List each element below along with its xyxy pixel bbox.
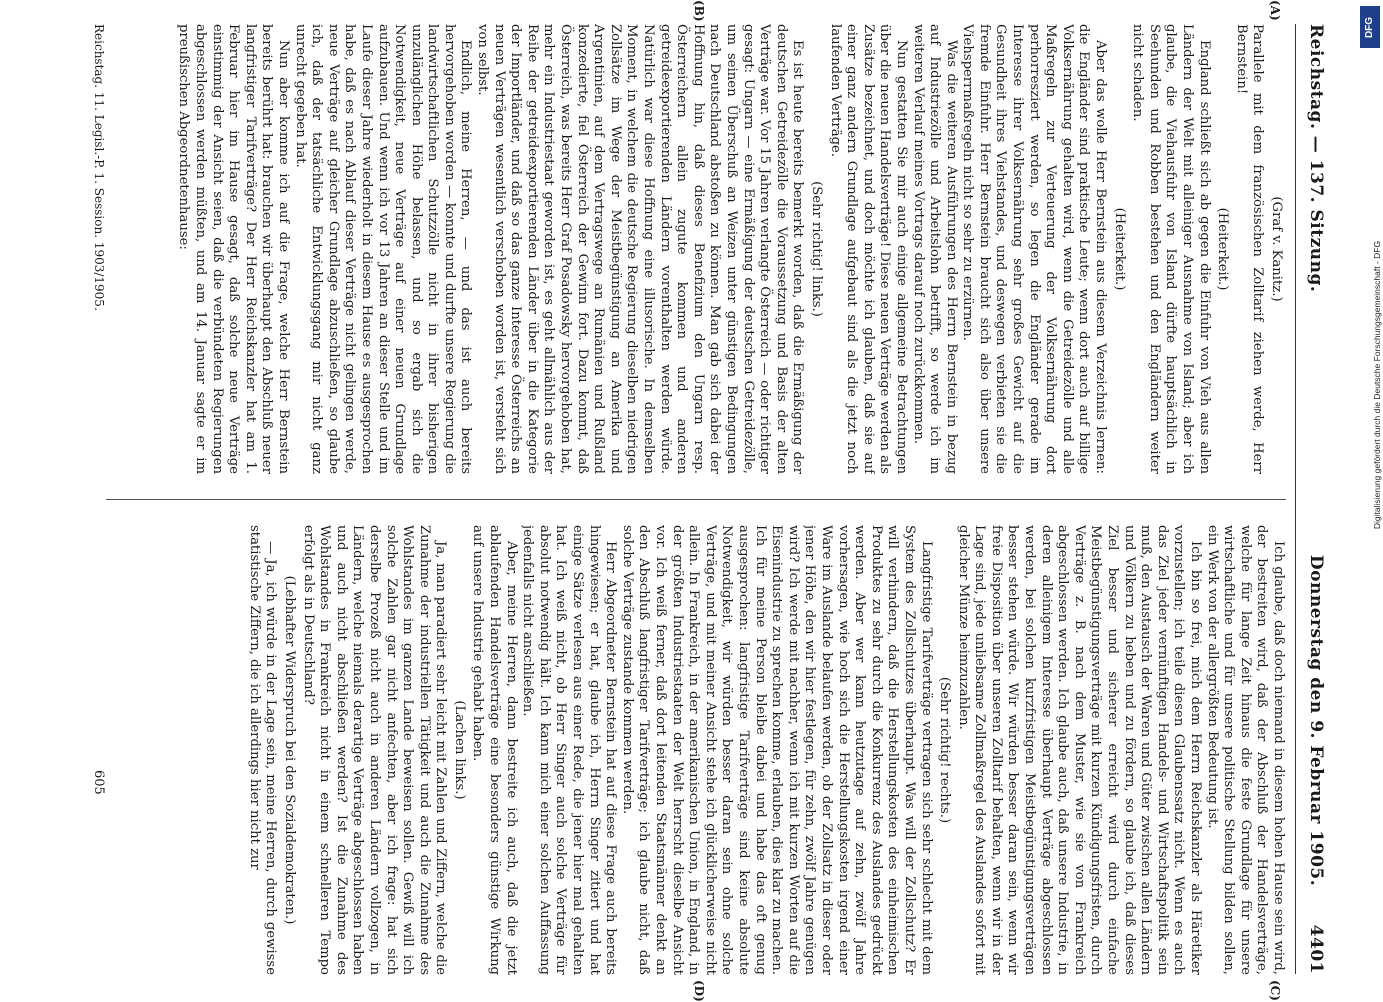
dfg-caption: Digitalisierung gefördert durch die Deutsche Forschungsgemeinschaft - DFG bbox=[1372, 240, 1382, 530]
interjection: (Heiterkeit.) bbox=[1215, 207, 1231, 291]
left-column bbox=[96, 24, 1286, 474]
dfg-strip bbox=[1357, 0, 1383, 1000]
footer-session: Reichstag. 11. Legisl.-P. 1. Session. 1903/1905. bbox=[92, 24, 106, 311]
margin-marker-a: (A) bbox=[1268, 0, 1282, 21]
scanned-page bbox=[56, 0, 1346, 1000]
paragraph: Was die weiteren Ausführungen des Herrn Bernstein in bezug auf Industriezölle und Arbeitslohn betrifft, so werde ich im weiteren Verlauf meines Vortrags darauf noch zurückkommen. bbox=[910, 24, 959, 474]
interjection: (Graf v. Kanitz.) bbox=[1269, 196, 1284, 302]
paragraph: England schließt sich ab gegen die Einfuhr von Vieh aus allen Ländern der Welt mit alleiniger Ausnahme von Island; aber ich glaube, die Viehausfuhr von Island dürfte hauptsächlich in Seehunden und Robben bestehen und den Engländern weiter nicht schaden. bbox=[1130, 24, 1212, 474]
paragraph: Nun gestatten Sie mir auch einige allgemeine Betrachtungen über die neuen Handelsverträge! Diese neuen Verträge werden als Zusätze bezeichnet, und doch möchte ich glauben, daß sie auf einer ganz andern Grundlage aufgebaut sind als die jetzt noch laufenden Verträge. bbox=[827, 24, 909, 474]
margin-marker-d: (D) bbox=[692, 980, 706, 1002]
interjection: (Lachen links.) bbox=[451, 700, 467, 800]
paragraph: Langfristige Tarifverträge vertragen sich sehr schlecht mit dem System des Zollschutzes überhaupt. Was will der Zollschutz? Er will verhindern, daß die Herstellungskosten des einheimischen Produktes zu sehr durch die Konkurrenz des Auslandes gedrückt werden. Aber wer kann heutzutage auf zehn, zwölf Jahre vorhersagen, wie hoch sich die Herstellungskosten irgend einer Ware im Auslande belaufen werden, ob der Zollsatz in dieser oder jener Höhe, den wir hier festlegen, für zehn, zwölf Jahre genügen wird? Ich werde mit nachher, wenn ich mit kurzen Worten auf die Eisenindustrie zu sprechen komme, erlauben, dies klar zu machen. Ich für meine Person bleibe dabei und habe das oft genug ausgesprochen: langfristige Tarifverträge sind keine absolute Notwendigkeit, wir würden besser daran sein ohne solche Verträge, und mit meiner Ansicht stehe ich glücklicherweise nicht allein. In Frankreich, in der amerikanischen Union, in England, in der größten Industriestaaten der Welt herrscht dieselbe Ansicht vor. Ich weiß ferner, daß dort leitenden Staatsmänner denkt an den Abschluß langfristiger Tarifverträge; ich glaube nicht, daß solche Verträge zustande kommen werden. bbox=[619, 525, 934, 975]
margin-marker-c: (C) bbox=[1268, 980, 1282, 1001]
interjection: (Sehr richtig! links.) bbox=[808, 181, 824, 317]
interjection: (Heiterkeit.) bbox=[1111, 207, 1127, 291]
header-left: Reichstag. — 137. Sitzung. bbox=[1306, 24, 1326, 293]
page-header bbox=[1296, 24, 1326, 974]
paragraph: Nun aber komme ich auf die Frage, welche Herr Bernstein bereits berührt hat: brauchen wir überhaupt den Abschluß neuer langfristiger Tarifverträge? Der Herr Reichskanzler hat am 1. Februar hier im Hause gesagt, daß solche neue Verträge einstimmig der Ansicht seien, daß die verbündeten Regierungen abgeschlossen werden müßten, und am 14. Januar sagte er im preußischen Abgeordnetenhause: bbox=[176, 24, 291, 474]
page-number: 4401 bbox=[1306, 924, 1326, 974]
paragraph: Ja, man paradiert sehr leicht mit Zahlen und Ziffern, welche die Zunahme der industriellen Tätigkeit und auch die Zunahme des Wohlstandes im ganzen Lande beweisen sollen. Gewiß will ich solche Zahlen gar nicht anfechten, aber ich frage: hat sich derselbe Prozeß nicht auch in anderen Ländern vollzogen, in Ländern, welche niemals derartige Verträge abgeschlossen haben und auch nicht abschließen werden? Ist die Zunahme des Wohlstandes in Frankreich nicht in einem schnelleren Tempo erfolgt als in Deutschland? bbox=[300, 525, 449, 975]
paragraph: Aber das wolle Herr Bernstein aus diesem Verzeichnis lernen: die Engländer sind praktische Leute; wenn dort auch auf billige Volksernährung gehalten wird, wenn die Getreidezölle und alle Maßregeln zur Verteuerung der Volksernährung dort perhorresziert werden, so legen die Engländer gerade im Interesse ihrer Volksernährung sehr großes Gewicht auf die Gesundheit ihres Viehstandes, und deswegen verbieten sie die fremde Einfuhr. Herr Bernstein braucht sich also über unsere Viehsperrmaßregeln nicht so sehr zu erzürnen. bbox=[960, 24, 1109, 474]
footer-page-mark: 605 bbox=[91, 770, 106, 795]
interjection: (Sehr richtig! rechts.) bbox=[937, 676, 953, 824]
paragraph: Ich glaube, daß doch niemand in diesem hohen Hause sein wird, der bestreiten wird, daß der Abschluß der Handelsverträge, welche für lange Zeit hinaus die feste Grundlage für unsere wirtschaftliche und für unsere politische Stellung bilden sollen, ein Werk von der allergrößten Bedeutung ist. bbox=[1204, 525, 1286, 975]
paragraph: Ich bin so frei, mich dem Herrn Reichskanzler als Häretiker vorzustellen; ich teile diesen Glaubenssatz nicht. Wenn es auch das Ziel jeder vernünftigen Handels- und Wirtschaftspolitik sein muß, den Austausch der Waren und Güter zwischen allen Ländern und Völkern zu heben und zu fördern, so glaube ich, daß dieses Ziel besser und sicherer erreicht wird durch einfache Meistbegünstigungsverträge mit kurzen Kündigungsfristen, durch Verträge z. B. nach dem Muster, wie sie von Frankreich abgeschlossen werden. Ich glaube auch, daß unsere Industrie, in deren alleinigem Interesse überhaupt Verträge abgeschlossen werden, bei solchen kurzfristigen Meistbegünstigungsverträgen besser stehen würde. Wir würden besser daran sein, wenn wir freie Disposition über unseren Zolltarif behalten, wenn wir in der Lage sind, jede unliebsame Zollmaßregel des Auslandes sofort mit gleicher Münze heimzuzahlen. bbox=[955, 525, 1204, 975]
header-rule bbox=[1295, 24, 1296, 974]
right-column bbox=[96, 525, 1286, 975]
column-divider bbox=[106, 499, 1286, 500]
dfg-logo: DFG bbox=[1360, 6, 1380, 48]
header-right: Donnerstag den 9. Februar 1905. 4401 bbox=[1306, 554, 1326, 974]
paragraph: Aber, meine Herren, dann bestreite ich auch, daß die jetzt ablaufenden Handelsverträge eine besonders günstige Wirkung auf unsere Industrie gehabt haben. bbox=[470, 525, 519, 975]
paragraph: Herr Abgeordneter Bernstein hat auf diese Frage auch bereits hingewiesen; er hat, glaube ich, Herrn Singer zitiert und hat einige Sätze verlesen aus einer Rede, die jener hier mal gehalten hat. Ich weiß nicht, ob Herr Singer auch solche Verträge für absolut notwendig hält. Ich kann mich einer solchen Auffassung jedenfalls nicht anschließen. bbox=[520, 525, 619, 975]
paragraph: Parallele mit dem französischen Zolltarif ziehen werde, Herr Bernstein! bbox=[1233, 24, 1266, 474]
paragraph: — Ja, ich würde in der Lage sein, meine Herren, durch gewisse statistische Ziffern, die ich allerdings hier nicht zur bbox=[246, 525, 279, 975]
interjection: (Lebhafter Widerspruch bei den Sozialdemokraten.) bbox=[281, 575, 297, 925]
paragraph: Endlich, meine Herren, — und das ist auch bereits hervorgehoben worden — konnte und durfte unsere Regierung die landwirtschaftlichen Schutzzölle nicht in ihrer bisherigen unzulänglichen Höhe belassen, und so ergab sich die Notwendigkeit, neue Verträge auf einer neuen Grundlage aufzubauen. Und wenn ich vor 13 Jahren an dieser Stelle und im Laufe dieser Jahre wiederholt in diesem Hause es ausgesprochen habe, daß es nach Ablauf dieser Verträge nicht gelingen werde, neue Verträge auf gleicher Grundlage abzuschließen, so glaube ich, daß der tatsächliche Entwicklungsgang mir nicht ganz unrecht gegeben hat. bbox=[292, 24, 474, 474]
margin-marker-b: (B) bbox=[692, 0, 706, 22]
paragraph: Es ist heute bereits bemerkt worden, daß die Ermäßigung der deutschen Getreidezölle die Voraussetzung und Basis der alten Verträge war. Vor 15 Jahren verlangte Österreich — oder richtiger gesagt: Ungarn — eine Ermäßigung der deutschen Getreidezölle, um seinen Überschuß an Weizen unter günstigen Bedingungen nach Deutschland abstoßen zu können. Man gab sich dabei der Hoffnung hin, daß dieses Benefizium den Ungarn resp. Österreichern allein zugute kommen und anderen getreideexportierenden Ländern vorenthalten werden würde. Natürlich war diese Hoffnung eine illusorische. In demselben Moment, in welchem die deutsche Regierung dieselben niedrigen Zollsätze im Wege der Meistbegünstigung an Amerika und Argentinien, auf dem Vertragswege an Rumänien und Rußland konzedierte, fiel Österreich der Gewinn fort. Dazu kommt, daß Österreich, was bereits Herr Graf Posadowsky hervorgehoben hat, mehr ein Industriestaat geworden ist, es geht allmählich aus der Reihe der getreideexportierenden Länder über in die Kategorie der Importländer, und daß so das ganze Interesse Österreichs an neuen Verträgen wesentlich verschoben worden ist, versteht sich von selbst. bbox=[475, 24, 806, 474]
